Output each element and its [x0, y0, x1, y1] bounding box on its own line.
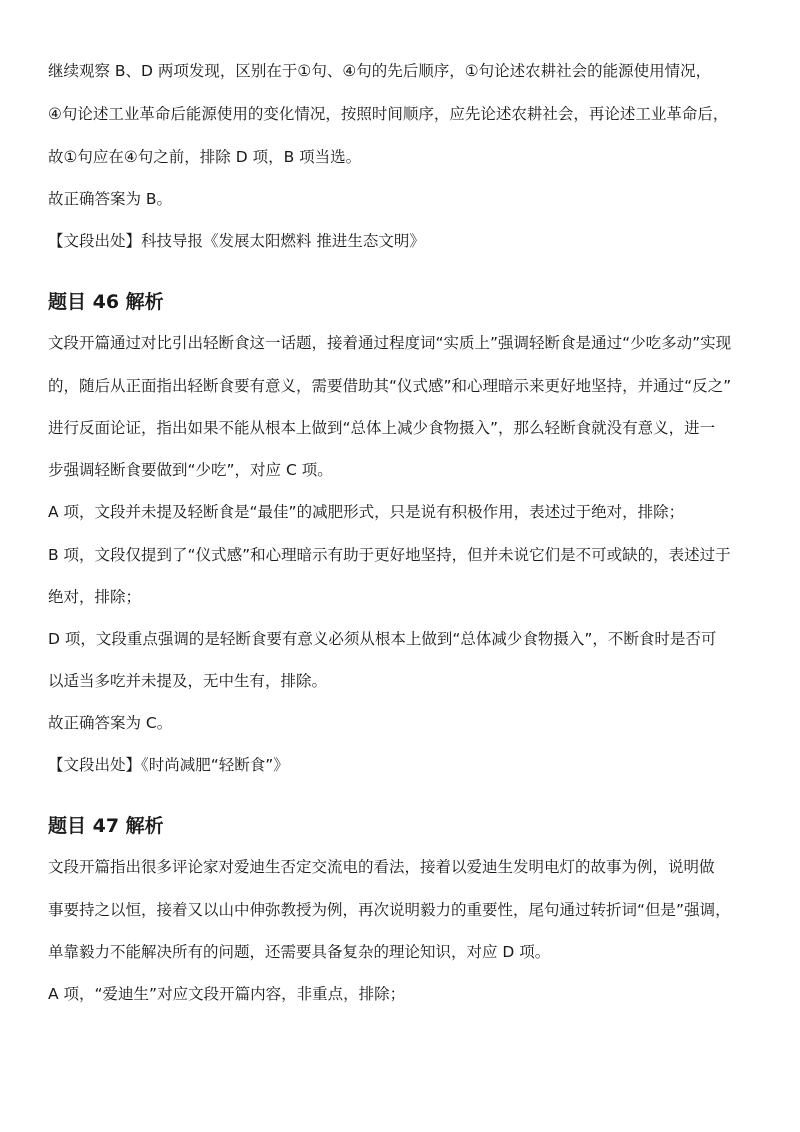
q46-line-3: 进行反面论证，指出如果不能从根本上做到“总体上减少食物摄入”，那么轻断食就没有意义，进一	[48, 419, 716, 437]
q46-heading: 题目 46 解析	[48, 291, 164, 313]
q46-option-a: A 项，文段并未提及轻断食是“最佳”的减肥形式，只是说有积极作用，表述过于绝对，排除；	[48, 503, 685, 521]
q47-line-1: 文段开篇指出很多评论家对爱迪生否定交流电的看法，接着以爱迪生发明电灯的故事为例，说明做	[48, 858, 715, 876]
prev-answer-line: 故正确答案为 B。	[48, 190, 173, 208]
q46-option-b-line-1: B 项，文段仅提到了“仪式感”和心理暗示有助于更好地坚持，但并未说它们是不可或缺的，表述过于	[48, 546, 731, 564]
prev-paragraph-line-2: ④句论述工业革命后能源使用的变化情况，按照时间顺序，应先论述农耕社会，再论述工业革命后，	[48, 105, 729, 123]
q46-option-d-line-1: D 项，文段重点强调的是轻断食要有意义必须从根本上做到“总体减少食物摄入”，不断食时是否可	[48, 630, 717, 648]
prev-paragraph-line-1: 继续观察 B、D 两项发现，区别在于①句、④句的先后顺序，①句论述农耕社会的能源使用情况，	[48, 62, 712, 80]
prev-paragraph-line-3: 故①句应在④句之前，排除 D 项，B 项当选。	[48, 148, 362, 166]
q47-heading: 题目 47 解析	[48, 815, 164, 837]
q46-line-2: 的，随后从正面指出轻断食要有意义，需要借助其“仪式感”和心理暗示来更好地坚持，并通过“反之”	[48, 377, 732, 395]
q47-line-2: 事要持之以恒，接着又以山中伸弥教授为例，再次说明毅力的重要性，尾句通过转折词“但是”强调，	[48, 901, 731, 919]
q46-answer-line: 故正确答案为 C。	[48, 714, 173, 732]
q46-source-line: 【文段出处】《时尚减肥“轻断食”》	[48, 756, 289, 774]
q47-option-a: A 项，“爱迪生”对应文段开篇内容，非重点，排除；	[48, 985, 406, 1003]
q46-line-1: 文段开篇通过对比引出轻断食这一话题，接着通过程度词“实质上”强调轻断食是通过“少吃多动”实现	[48, 334, 732, 352]
q46-line-4: 步强调轻断食要做到“少吃”，对应 C 项。	[48, 461, 333, 479]
q46-option-d-line-2: 以适当多吃并未提及，无中生有，排除。	[48, 672, 328, 690]
q47-line-3: 单靠毅力不能解决所有的问题，还需要具备复杂的理论知识，对应 D 项。	[48, 943, 551, 961]
prev-source-line: 【文段出处】科技导报《发展太阳燃料 推进生态文明》	[48, 232, 425, 250]
q46-option-b-line-2: 绝对，排除；	[48, 588, 142, 606]
